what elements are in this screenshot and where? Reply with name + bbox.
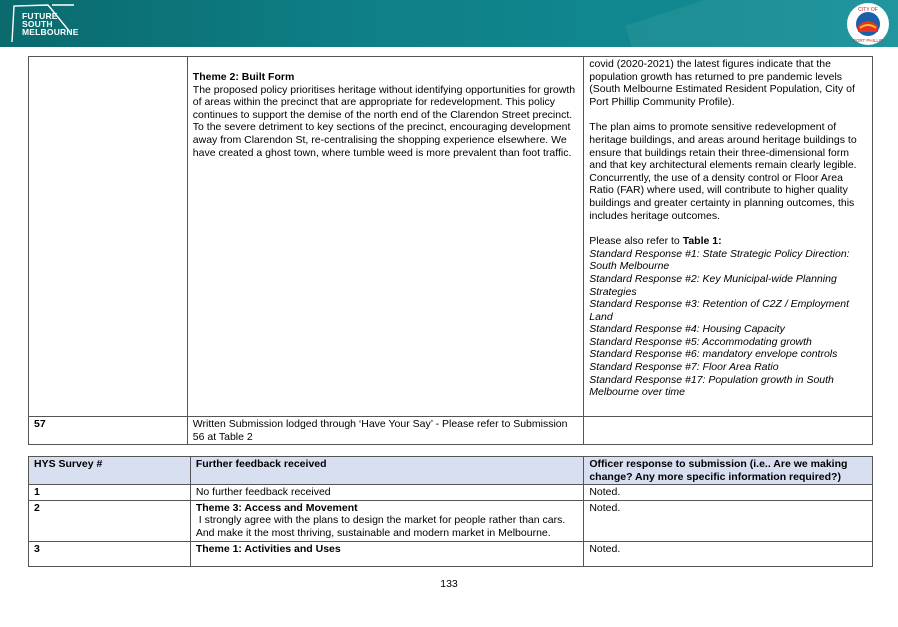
- survey-number-cell: 2: [29, 500, 191, 541]
- response-paragraph: The plan aims to promote sensitive redevelopment of heritage buildings, and areas around heritage buildings to ensure that buildings retain their three-dimensional form and that key architectural elements remain clearly legible. Concurrently, the use of a density control or Floor Area Ratio (FAR) where used, will contribute to higher quality buildings and greater certainty in planning outcomes, this includes heritage outcomes.: [589, 121, 857, 222]
- seal-icon: [846, 2, 890, 46]
- response-cell: Noted.: [584, 541, 873, 566]
- submission-text-cell: [187, 57, 584, 417]
- survey-number-cell: 1: [29, 485, 191, 501]
- submission-text-cell: Written Submission lodged through ‘Have Your Say’ - Please refer to Submission 56 at Table 2: [187, 417, 584, 445]
- svg-text:PORT PHILLIP: PORT PHILLIP: [852, 38, 884, 43]
- hys-survey-table: [28, 456, 873, 567]
- table-row: [29, 417, 873, 445]
- logo-line-2: SOUTH: [22, 19, 53, 29]
- submission-number-cell: [29, 57, 188, 417]
- standard-response-item: Standard Response #5: Accommodating growth: [589, 335, 812, 348]
- standard-response-item: Standard Response #4: Housing Capacity: [589, 323, 785, 336]
- theme-heading: Theme 3: Access and Movement: [195, 501, 358, 514]
- logo-line-3: MELBOURNE: [22, 27, 79, 37]
- standard-response-item: Standard Response #2: Key Municipal-wide Planning Strategies: [589, 272, 837, 298]
- submissions-table: [28, 56, 873, 445]
- table-header-row: [29, 457, 873, 485]
- theme-heading: Theme 2: Built Form: [192, 71, 295, 83]
- standard-response-item: Standard Response #17: Population growth in South Melbourne over time: [589, 373, 834, 399]
- response-paragraph: covid (2020-2021) the latest figures indicate that the population growth has returned to pre pandemic levels (South Melbourne Estimated Resident Population, City of Port Phillip Community Profile).: [589, 58, 855, 108]
- officer-response-cell: [584, 57, 873, 417]
- table-row: [29, 485, 873, 501]
- feedback-cell: [190, 500, 584, 541]
- response-cell: Noted.: [584, 500, 873, 541]
- refer-prefix: Please also refer to: [589, 235, 683, 248]
- header-banner: [0, 0, 898, 47]
- refer-table-link: Table 1:: [682, 235, 722, 248]
- logo-line-1: FUTURE: [22, 11, 58, 21]
- svg-text:CITY OF: CITY OF: [858, 7, 878, 13]
- table-row: [29, 541, 873, 566]
- table-row: [29, 57, 873, 417]
- submission-number-cell: 57: [29, 417, 188, 445]
- response-cell: Noted.: [584, 485, 873, 501]
- standard-response-item: Standard Response #3: Retention of C2Z / Employment Land: [589, 298, 850, 323]
- column-header: Further feedback received: [190, 457, 584, 485]
- survey-number-cell: 3: [29, 541, 191, 566]
- page-number: 133: [440, 578, 458, 590]
- officer-response-cell: [584, 417, 873, 445]
- city-of-port-phillip-seal: [846, 2, 890, 46]
- standard-response-item: Standard Response #6: mandatory envelope controls: [589, 348, 838, 361]
- submission-text: The proposed policy prioritises heritage without identifying opportunities for growth of areas within the precinct that are appropriate for redevelopment. This policy continues to support the demise of the north end of the Clarendon Street precinct. To the severe detriment to key sections of the precinct, encouraging development away from Clarendon St, re-centralising the shopping experience elsewhere. We have created a ghost town, where tumble weed is more prevalent than foot traffic.: [192, 83, 576, 159]
- feedback-cell: No further feedback received: [190, 485, 584, 501]
- table-row: [29, 500, 873, 541]
- column-header: Officer response to submission (i.e.. Are we making change? Any more specific information required?): [584, 457, 873, 485]
- feedback-text: I strongly agree with the plans to design the market for people rather than cars. And make it the most thriving, sustainable and modern market in Melbourne.: [195, 514, 568, 539]
- standard-response-item: Standard Response #7: Floor Area Ratio: [589, 361, 779, 374]
- feedback-cell: Theme 1: Activities and Uses: [190, 541, 584, 566]
- standard-response-item: Standard Response #1: State Strategic Policy Direction: South Melbourne: [589, 247, 850, 273]
- refer-line: [589, 235, 867, 248]
- column-header: HYS Survey #: [29, 457, 191, 485]
- future-south-melbourne-logo: [8, 2, 83, 45]
